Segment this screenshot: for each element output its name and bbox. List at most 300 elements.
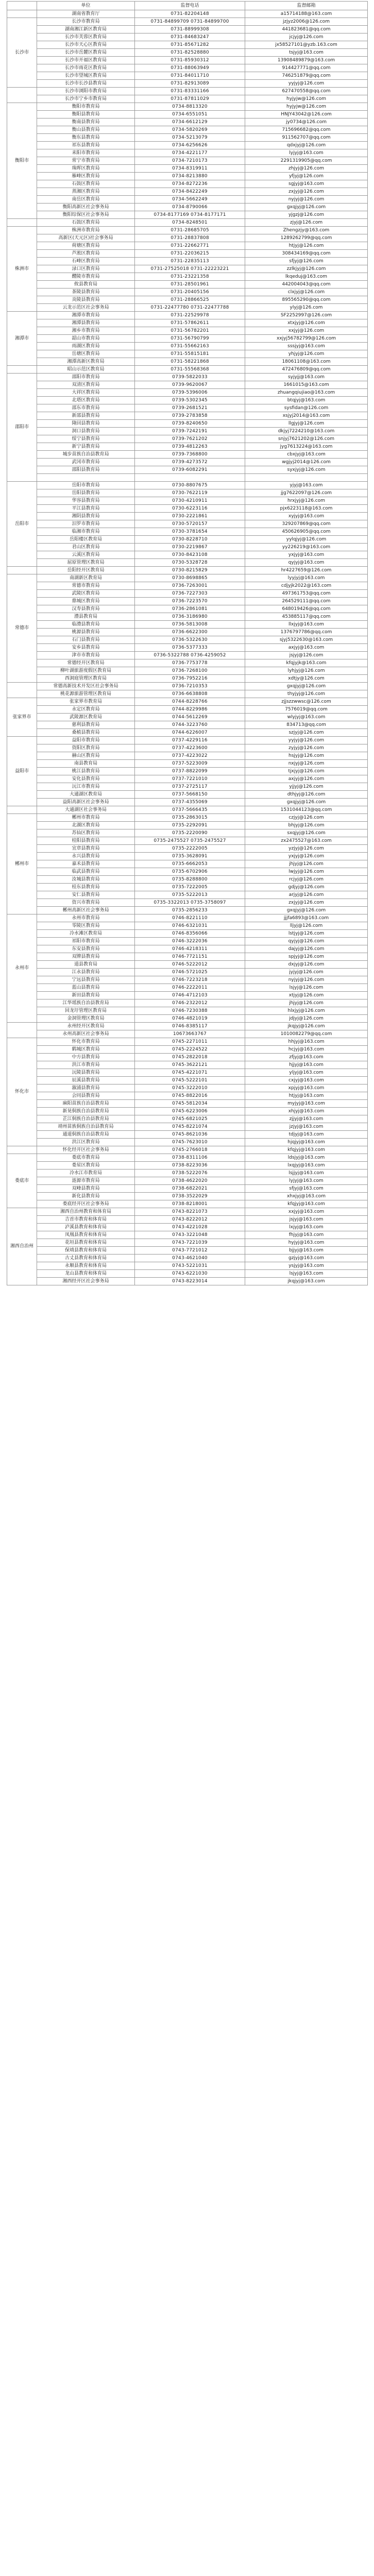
email-cell[interactable]: 627470558@qq.com xyxy=(245,88,368,95)
email-cell[interactable]: qyjyj@163.com xyxy=(245,559,368,567)
email-cell[interactable]: gxqjyj@126.com xyxy=(245,683,368,690)
email-cell[interactable]: jkqjyj@163.com xyxy=(245,1278,368,1285)
unit-cell: 鹤城区教育局 xyxy=(37,1046,135,1054)
phone-cell: 0730-5328728 xyxy=(135,559,245,567)
unit-cell: 郴州市教育局 xyxy=(37,814,135,822)
unit-cell: 汨罗市教育局 xyxy=(37,520,135,528)
email-cell[interactable]: hhjyj@163.com xyxy=(245,1038,368,1046)
email-cell[interactable]: gxqjyj@126.com xyxy=(245,204,368,211)
table-row xyxy=(7,1077,368,1084)
phone-cell: 0746-2322012 xyxy=(135,999,245,1007)
email-cell[interactable]: wgjyj2014@126.com xyxy=(245,459,368,466)
email-cell[interactable]: yy226219@163.com xyxy=(245,544,368,551)
table-row xyxy=(7,374,368,381)
unit-cell: 珠晖区教育局 xyxy=(37,165,135,173)
city-cell: 邵阳市 xyxy=(7,374,37,482)
email-cell[interactable]: zxjyj@126.com xyxy=(245,899,368,907)
email-cell[interactable]: 1376797786@qq.com xyxy=(245,629,368,636)
email-cell[interactable]: ysjyj@163.com xyxy=(245,1262,368,1270)
table-row xyxy=(7,644,368,652)
unit-cell: 临澧县教育局 xyxy=(37,621,135,629)
phone-cell: 0735-2863015 xyxy=(135,814,245,822)
phone-cell: 0735-2222005 xyxy=(135,845,245,853)
table-row xyxy=(7,1069,368,1077)
email-cell[interactable]: xsjyj2014@163.com xyxy=(245,412,368,420)
phone-cell: 0735-3628091 xyxy=(135,853,245,860)
email-cell[interactable]: wlyjyj@163.com xyxy=(245,714,368,721)
email-cell[interactable]: hjjyj@163.com xyxy=(245,1061,368,1069)
email-cell[interactable]: zxjyj@126.com xyxy=(245,188,368,196)
email-cell[interactable]: nyjyj@126.com xyxy=(245,976,368,984)
unit-cell: 大通湖区教育局 xyxy=(37,791,135,799)
phone-cell: 0736-7952216 xyxy=(135,675,245,683)
unit-cell: 津市市教育局 xyxy=(37,652,135,659)
email-cell[interactable]: yzjyj@126.com xyxy=(245,845,368,853)
phone-cell: 0734-8319911 xyxy=(135,165,245,173)
email-cell[interactable]: hr4227659@126.com xyxy=(245,567,368,574)
email-cell[interactable]: llxjyj@163.com xyxy=(245,621,368,629)
email-cell[interactable]: hyjyjw@126.com xyxy=(245,103,368,111)
email-cell[interactable]: 7576019@qq.com xyxy=(245,706,368,714)
unit-cell: 蓝山县教育局 xyxy=(37,984,135,992)
table-row xyxy=(7,953,368,961)
email-cell[interactable]: sfjyj@163.com xyxy=(245,1185,368,1193)
phone-cell: 0736-5322630 xyxy=(135,636,245,644)
table-row xyxy=(7,72,368,80)
table-row xyxy=(7,80,368,88)
email-cell[interactable]: jzjyz2006@126.com xyxy=(245,18,368,26)
email-cell[interactable]: czjyj@126.com xyxy=(245,814,368,822)
email-cell[interactable]: dkjyj7224210@163.com xyxy=(245,428,368,435)
city-cell: 怀化市 xyxy=(7,1038,37,1146)
email-cell[interactable]: a15714188@163.com xyxy=(245,10,368,18)
email-cell[interactable]: xtxjyj@126.com xyxy=(245,319,368,327)
email-cell[interactable]: szjyj@126.com xyxy=(245,729,368,737)
email-cell[interactable]: hcjyj@163.com xyxy=(245,1046,368,1054)
unit-cell: 石鼓区教育局 xyxy=(37,180,135,188)
phone-cell xyxy=(135,474,245,482)
phone-cell: 0735-2220090 xyxy=(135,829,245,837)
email-cell[interactable]: 441823681@qq.com xyxy=(245,26,368,33)
table-row xyxy=(7,853,368,860)
email-cell[interactable]: sgjyj@163.com xyxy=(245,180,368,188)
table-row xyxy=(7,57,368,64)
email-cell[interactable]: 746251879@qq.com xyxy=(245,72,368,80)
email-cell[interactable]: yjjyj@126.com xyxy=(245,783,368,791)
phone-cell: 0731-58221868 xyxy=(135,358,245,366)
email-cell[interactable] xyxy=(245,474,368,482)
email-cell[interactable]: yfjyj@126.com xyxy=(245,173,368,180)
email-cell[interactable]: 911562707@qq.com xyxy=(245,134,368,142)
table-row xyxy=(7,435,368,443)
email-cell[interactable]: arjyj@126.com xyxy=(245,891,368,899)
email-cell[interactable]: htjyj@126.com xyxy=(245,242,368,250)
email-cell[interactable]: jhjyj@126.com xyxy=(245,999,368,1007)
table-row xyxy=(7,667,368,675)
table-row xyxy=(7,10,368,18)
email-cell[interactable]: HNJY43042@126.com xyxy=(245,111,368,118)
phone-cell: 0746-7230388 xyxy=(135,1007,245,1015)
table-row xyxy=(7,126,368,134)
city-cell: 衡阳市 xyxy=(7,103,37,219)
email-cell[interactable]: syjyjj@163.com xyxy=(245,374,368,381)
table-row xyxy=(7,822,368,829)
email-cell[interactable]: 18061108@163.com xyxy=(245,358,368,366)
phone-cell: 0734-5662249 xyxy=(135,196,245,204)
unit-cell: 湘潭市教育局 xyxy=(37,312,135,319)
table-row xyxy=(7,891,368,899)
email-cell[interactable]: jx58527101@yzb.163.com xyxy=(245,41,368,49)
email-cell[interactable]: jzjyj@163.com xyxy=(245,1123,368,1131)
email-cell[interactable]: zzlkjyj@126.com xyxy=(245,265,368,273)
email-cell[interactable]: fhjyj@163.com xyxy=(245,1231,368,1239)
email-cell[interactable]: clxjyj@126.com xyxy=(245,289,368,296)
unit-cell: 辰溪县教育局 xyxy=(37,1077,135,1084)
email-cell[interactable]: cdjyjk2022@163.com xyxy=(245,582,368,590)
email-cell[interactable]: lljyj@126.com xyxy=(245,922,368,930)
unit-cell: 茶陵县教育局 xyxy=(37,289,135,296)
table-row xyxy=(7,775,368,783)
email-cell[interactable]: zfjyj@163.com xyxy=(245,1054,368,1061)
phone-cell: 0739-7621202 xyxy=(135,435,245,443)
email-cell[interactable]: 472476809@qq.com xyxy=(245,366,368,374)
email-cell[interactable]: xxjyj@163.com xyxy=(245,1208,368,1216)
unit-cell: 云溪区教育局 xyxy=(37,551,135,559)
email-cell[interactable]: htjyj@163.com xyxy=(245,1092,368,1100)
table-row xyxy=(7,899,368,907)
email-cell[interactable]: hsjyj@126.com xyxy=(245,752,368,760)
email-cell[interactable]: lstjyj@126.com xyxy=(245,930,368,938)
email-cell[interactable]: gxqjyj@126.com xyxy=(245,907,368,914)
email-cell[interactable]: 308434169@qq.com xyxy=(245,250,368,258)
email-cell[interactable]: jdjyj@126.com xyxy=(245,1015,368,1023)
email-cell[interactable]: sxqjyj@126.com xyxy=(245,829,368,837)
table-row xyxy=(7,652,368,659)
email-cell[interactable]: sysfidan@126.com xyxy=(245,404,368,412)
phone-cell: 0731-88999308 xyxy=(135,26,245,33)
email-cell[interactable]: lxqjyj@163.com xyxy=(245,1162,368,1170)
unit-cell: 双峰县教育局 xyxy=(37,1185,135,1193)
email-cell[interactable]: yxjyj@126.com xyxy=(245,853,368,860)
table-row xyxy=(7,768,368,775)
email-cell[interactable]: jhjyj@126.com xyxy=(245,860,368,868)
email-cell[interactable]: tsjyj@163.com xyxy=(245,49,368,57)
email-cell[interactable]: xhjyj@163.com xyxy=(245,1108,368,1115)
phone-cell: 0731-22036215 xyxy=(135,250,245,258)
email-cell[interactable]: nyjyj@126.com xyxy=(245,196,368,204)
unit-cell: 岳阳市教育局 xyxy=(37,482,135,489)
email-cell[interactable]: 1010082279@qq.com xyxy=(245,1030,368,1038)
email-cell[interactable]: 1531044123@qq.com xyxy=(245,806,368,814)
phone-cell: 0739-4812263 xyxy=(135,443,245,451)
email-cell[interactable]: jy0734@126.com xyxy=(245,118,368,126)
phone-cell: 0734-8813320 xyxy=(135,103,245,111)
table-row xyxy=(7,1239,368,1247)
email-cell[interactable]: 450626905@qq.com xyxy=(245,528,368,536)
phone-cell: 0738-3522029 xyxy=(135,1193,245,1200)
email-cell[interactable]: 2291319905@qq.com xyxy=(245,157,368,165)
email-cell[interactable]: btqjyj@163.com xyxy=(245,397,368,404)
table-row xyxy=(7,945,368,953)
phone-cell: 0745-7623010 xyxy=(135,1139,245,1146)
email-cell[interactable]: gxqjyj@126.com xyxy=(245,799,368,806)
email-cell[interactable]: bhjyj@126.com xyxy=(245,822,368,829)
phone-cell: 0730-5720157 xyxy=(135,520,245,528)
email-cell[interactable]: bjjyj@163.com xyxy=(245,1247,368,1255)
unit-cell: 洪江区教育局 xyxy=(37,1139,135,1146)
city-cell xyxy=(7,219,37,227)
email-cell[interactable]: snjyj7621202@126.com xyxy=(245,435,368,443)
unit-cell: 长沙市天心区教育局 xyxy=(37,41,135,49)
email-cell[interactable]: zhjyj@126.com xyxy=(245,165,368,173)
email-cell[interactable]: syxjyj@126.com xyxy=(245,466,368,474)
email-cell[interactable]: pjx6223118@163.com xyxy=(245,505,368,513)
table-row xyxy=(7,860,368,868)
email-cell[interactable]: 648019426@qq.com xyxy=(245,605,368,613)
table-row xyxy=(7,1139,368,1146)
email-cell[interactable]: 895565290@qq.com xyxy=(245,296,368,304)
table-row xyxy=(7,992,368,999)
phone-cell: 0731-28866525 xyxy=(135,296,245,304)
unit-cell: 宁远县教育局 xyxy=(37,976,135,984)
email-cell[interactable]: jjjfa6893@163.com xyxy=(245,914,368,922)
unit-cell: 衡南县教育局 xyxy=(37,118,135,126)
email-cell[interactable]: lwjyj@126.com xyxy=(245,868,368,876)
email-cell[interactable]: xpjyj@163.com xyxy=(245,1084,368,1092)
email-cell[interactable]: 914427771@qq.com xyxy=(245,64,368,72)
phone-cell: 0730-7622119 xyxy=(135,489,245,497)
unit-cell: 苏仙区教育局 xyxy=(37,829,135,837)
email-cell[interactable]: jsjyj@163.com xyxy=(245,1216,368,1224)
unit-cell: 永定区教育局 xyxy=(37,706,135,714)
email-cell[interactable]: qyjyj@126.com xyxy=(245,938,368,945)
email-cell[interactable]: xdtjy@126.com xyxy=(245,675,368,683)
phone-cell: 0736-2861081 xyxy=(135,605,245,613)
email-cell[interactable]: hyjyj@163.com xyxy=(245,1239,368,1247)
email-cell[interactable]: yljyj@163.com xyxy=(245,1069,368,1077)
phone-cell: 0735-2292091 xyxy=(135,822,245,829)
table-row xyxy=(7,459,368,466)
email-cell[interactable]: yjgzj@126.com xyxy=(245,211,368,219)
email-cell[interactable]: jyjyj@126.com xyxy=(245,969,368,976)
city-cell: 湘潭市 xyxy=(7,312,37,366)
email-cell[interactable]: xyjyj@163.com xyxy=(245,513,368,520)
phone-cell: 0738-6822021 xyxy=(135,1185,245,1193)
table-row xyxy=(7,914,368,922)
email-cell[interactable]: zjyj@126.com xyxy=(245,219,368,227)
unit-cell: 江永县教育局 xyxy=(37,969,135,976)
email-cell[interactable]: 453885117@qq.com xyxy=(245,613,368,621)
email-cell[interactable]: qdxjyj@126.com xyxy=(245,142,368,149)
table-row xyxy=(7,1216,368,1224)
email-cell[interactable]: cbxjyj@163.com xyxy=(245,451,368,459)
email-cell[interactable]: zjjyj@163.com xyxy=(245,1115,368,1123)
email-cell[interactable]: thyjyj@126.com xyxy=(245,690,368,698)
email-cell[interactable]: lsjjyj@163.com xyxy=(245,1170,368,1177)
phone-cell: 0746-3222036 xyxy=(135,938,245,945)
email-cell[interactable]: jyg7613224@163.com xyxy=(245,443,368,451)
email-cell[interactable]: lkqeduj@163.com xyxy=(245,273,368,281)
city-cell: 娄底市 xyxy=(7,1154,37,1208)
email-cell[interactable]: 497361753@qq.com xyxy=(245,590,368,598)
email-cell[interactable]: dajyj@126.com xyxy=(245,945,368,953)
phone-cell: 0731-84011710 xyxy=(135,72,245,80)
email-cell[interactable]: zjjszzwwsc@126.com xyxy=(245,698,368,706)
phone-cell: 0731-55815181 xyxy=(135,350,245,358)
email-cell[interactable]: 1289262799@qq.com xyxy=(245,234,368,242)
phone-cell: 0745-3222010 xyxy=(135,1084,245,1092)
email-cell[interactable]: yyjyj@126.com xyxy=(245,737,368,744)
email-cell[interactable]: dthjyj@126.com xyxy=(245,791,368,799)
phone-cell: 0734-8422249 xyxy=(135,188,245,196)
email-cell[interactable]: ldsjyj@163.com xyxy=(245,1154,368,1162)
phone-cell: 0737-5666435 xyxy=(135,806,245,814)
table-row xyxy=(7,389,368,397)
supervision-table-container xyxy=(7,1,367,1285)
table-row xyxy=(7,173,368,180)
email-cell[interactable]: 1661015@163.com xyxy=(245,381,368,389)
email-cell[interactable]: xhxjyj@163.com xyxy=(245,1193,368,1200)
email-cell[interactable]: ylyj@126.com xyxy=(245,304,368,312)
city-cell: 株洲市 xyxy=(7,227,37,312)
email-cell[interactable]: tjxjyj@126.com xyxy=(245,768,368,775)
email-cell[interactable]: rcjyj@126.com xyxy=(245,876,368,884)
unit-cell: 湖南湘江新区教育局 xyxy=(37,26,135,33)
table-row xyxy=(7,922,368,930)
email-cell[interactable]: hlxjyj@126.com xyxy=(245,1007,368,1015)
email-cell[interactable]: gzjyj@163.com xyxy=(245,1255,368,1262)
unit-cell: 屈原管理区教育局 xyxy=(37,559,135,567)
email-cell[interactable]: gdjyj@126.com xyxy=(245,884,368,891)
phone-cell: 0731-84683247 xyxy=(135,33,245,41)
email-cell[interactable]: SF2252997@126.com xyxy=(245,312,368,319)
unit-cell: 武冈市教育局 xyxy=(37,459,135,466)
email-cell[interactable]: kfqjyj@163.com xyxy=(245,1200,368,1208)
phone-cell: 0731-83331166 xyxy=(135,88,245,95)
phone-cell: 0731-23221358 xyxy=(135,273,245,281)
city-cell xyxy=(7,567,37,574)
phone-cell: 0739-7242191 xyxy=(135,428,245,435)
phone-cell: 0744-3223760 xyxy=(135,721,245,729)
email-cell[interactable]: sjyj5322630@163.com xyxy=(245,636,368,644)
email-cell[interactable]: 834713@qq.com xyxy=(245,721,368,729)
table-row xyxy=(7,1170,368,1177)
email-cell[interactable]: zx2475527@163.com xyxy=(245,837,368,845)
email-cell[interactable]: kfqjyj@163.com xyxy=(245,1146,368,1154)
table-row xyxy=(7,1162,368,1170)
email-cell[interactable]: hrxjyj@126.com xyxy=(245,497,368,505)
email-cell[interactable]: xtjyj@126.com xyxy=(245,992,368,999)
table-row xyxy=(7,103,368,111)
unit-cell: 嘉禾县教育局 xyxy=(37,860,135,868)
email-cell[interactable]: lsjyj@163.com xyxy=(245,1270,368,1278)
phone-cell: 0736-6622300 xyxy=(135,629,245,636)
email-cell[interactable]: kfqjyjk@163.com xyxy=(245,659,368,667)
email-cell[interactable]: jjg7622097@126.com xyxy=(245,489,368,497)
unit-cell: 长沙市开福区教育局 xyxy=(37,57,135,64)
phone-cell: 0743-8222012 xyxy=(135,1216,245,1224)
email-cell[interactable]: axjyj@163.com xyxy=(245,644,368,652)
email-cell[interactable]: lyjyj@163.com xyxy=(245,1177,368,1185)
phone-cell: 0736-7268100 xyxy=(135,667,245,675)
phone-cell: 0731-87811029 xyxy=(135,95,245,103)
email-cell[interactable]: 715696682@qq.com xyxy=(245,126,368,134)
email-cell[interactable]: hjqjyj@163.com xyxy=(245,1139,368,1146)
city-cell: 湘西自治州 xyxy=(7,1208,37,1285)
table-row xyxy=(7,659,368,667)
table-row xyxy=(7,744,368,752)
email-cell[interactable]: 329207869@qq.com xyxy=(245,520,368,528)
phone-cell: 0745-4221071 xyxy=(135,1069,245,1077)
email-cell[interactable]: yxjyj@163.com xyxy=(245,551,368,559)
unit-cell: 鼎城区教育局 xyxy=(37,598,135,605)
table-row xyxy=(7,397,368,404)
email-cell[interactable]: 13908489879@163.com xyxy=(245,57,368,64)
phone-cell: 0735-2475527 0735-2475527 xyxy=(135,837,245,845)
email-cell[interactable]: tdjyj@163.com xyxy=(245,1131,368,1139)
email-cell[interactable]: lyyjyj@163.com xyxy=(245,574,368,582)
phone-cell: 0746-6321031 xyxy=(135,922,245,930)
phone-cell: 0738-8311106 xyxy=(135,1154,245,1162)
email-cell[interactable]: axjyj@126.com xyxy=(245,775,368,783)
email-cell[interactable]: nxjyj@126.com xyxy=(245,760,368,768)
phone-cell: 0735-3322013 0735-3758097 xyxy=(135,899,245,907)
email-cell[interactable]: lsjyj@126.com xyxy=(245,984,368,992)
email-cell[interactable]: lyhjyj@126.com xyxy=(245,667,368,675)
unit-cell: 韶山市教育局 xyxy=(37,335,135,343)
phone-cell: 0743-7721012 xyxy=(135,1247,245,1255)
email-cell[interactable]: llgjyj@126.com xyxy=(245,420,368,428)
email-cell[interactable]: myjyj@163.com xyxy=(245,1100,368,1108)
email-cell[interactable]: yhjyj@126.com xyxy=(245,350,368,358)
email-cell[interactable]: zhuangqiujiao@163.com xyxy=(245,389,368,397)
email-cell[interactable]: dxjyj@126.com xyxy=(245,961,368,969)
unit-cell: 桂东县教育局 xyxy=(37,884,135,891)
phone-cell: 0731-56790799 xyxy=(135,335,245,343)
email-cell[interactable]: lyjyj@163.com xyxy=(245,149,368,157)
table-row xyxy=(7,1247,368,1255)
email-cell[interactable]: lxjyj@163.com xyxy=(245,1224,368,1231)
phone-cell: 0731-82913089 xyxy=(135,80,245,88)
table-row xyxy=(7,1115,368,1123)
unit-cell: 长沙市岳麓区教育局 xyxy=(37,49,135,57)
table-row xyxy=(7,984,368,992)
email-cell[interactable]: xxjyj@126.com xyxy=(245,327,368,335)
email-cell[interactable]: cxjyj@163.com xyxy=(245,1077,368,1084)
email-cell[interactable]: yyjyj@126.com xyxy=(245,80,368,88)
email-cell[interactable]: yylqjyj@126.com xyxy=(245,536,368,544)
email-cell[interactable]: sfjyj@126.com xyxy=(245,258,368,265)
email-cell[interactable]: xxjyj56782799@126.com xyxy=(245,335,368,343)
unit-cell: 雨湖区教育局 xyxy=(37,343,135,350)
phone-cell: 0731-56782201 xyxy=(135,327,245,335)
email-cell[interactable]: 442004043@qq.com xyxy=(245,281,368,289)
email-cell[interactable]: spjyj@126.com xyxy=(245,953,368,961)
email-cell[interactable]: Zhengzjy@163.com xyxy=(245,227,368,234)
email-cell[interactable]: yjyj@163.com xyxy=(245,482,368,489)
email-cell[interactable]: hyjyjw@126.com xyxy=(245,95,368,103)
email-cell[interactable]: jcjyj@126.com xyxy=(245,33,368,41)
unit-cell: 赫山区教育局 xyxy=(37,752,135,760)
email-cell[interactable]: jsjyj@126.com xyxy=(245,652,368,659)
table-row xyxy=(7,574,368,582)
email-cell[interactable]: zyjyj@126.com xyxy=(245,744,368,752)
table-row xyxy=(7,227,368,234)
email-cell[interactable]: jkqjyj@126.com xyxy=(245,1023,368,1030)
email-cell[interactable]: sssjyj@163.com xyxy=(245,343,368,350)
unit-cell: 渌口区教育局 xyxy=(37,265,135,273)
email-cell[interactable]: 264529111@qq.com xyxy=(245,598,368,605)
